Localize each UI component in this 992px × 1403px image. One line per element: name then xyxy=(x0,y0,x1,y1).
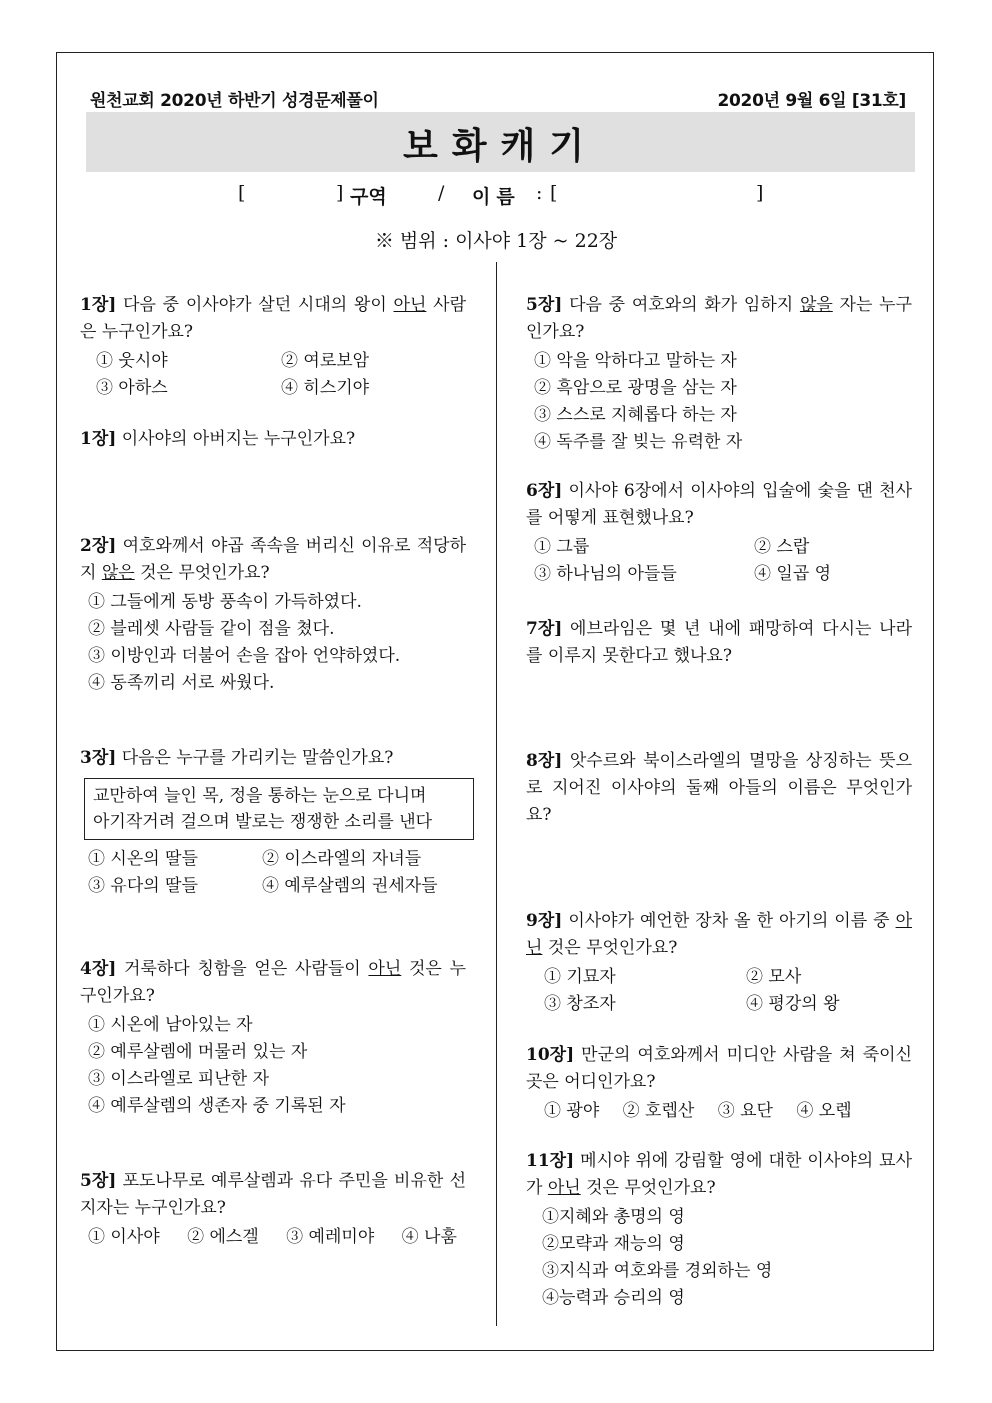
option: ③ 스스로 지혜롭다 하는 자 xyxy=(534,405,737,425)
question-l2 xyxy=(80,426,466,453)
question-emphasis: 않은 xyxy=(101,563,135,583)
option: ② 호렙산 xyxy=(622,1101,695,1121)
question-emphasis: 아닌 xyxy=(393,295,427,315)
question-number: 2장] xyxy=(80,536,117,556)
option: ① 이사야 xyxy=(88,1227,160,1247)
question-text: 메시야 위에 강림할 영에 대한 이사야의 묘사가 xyxy=(526,1151,912,1198)
option: ① 악을 악하다고 말하는 자 xyxy=(534,351,737,371)
question-l6 xyxy=(80,1168,466,1251)
option: ③ 아하스 xyxy=(96,378,168,398)
option: ④ 히스기야 xyxy=(281,378,370,398)
question-text: 에브라임은 몇 년 내에 패망하여 다시는 나라를 이루지 못한다고 했나요? xyxy=(526,619,912,666)
name-bracket-close: ] xyxy=(756,182,764,204)
separator-slash: / xyxy=(438,182,445,204)
question-text: 이사야의 아버지는 누구인가요? xyxy=(121,429,356,449)
quote-box xyxy=(84,778,474,840)
question-text: 것은 누구인가요? xyxy=(80,959,466,1006)
question-text: 이사야 6장에서 이사야의 입술에 숯을 댄 천사를 어떻게 표현했나요? xyxy=(526,481,912,528)
option: ① 시온의 딸들 xyxy=(88,849,198,869)
option: ② 흑암으로 광명을 삼는 자 xyxy=(534,378,737,398)
question-text: 것은 무엇인가요? xyxy=(580,1178,716,1198)
option: ① 광야 xyxy=(544,1101,600,1121)
scope-range: ※ 범위 : 이사야 1장 ~ 22장 xyxy=(374,230,618,252)
question-text: 거룩하다 칭함을 얻은 사람들이 xyxy=(124,959,369,979)
option: ①지혜와 총명의 영 xyxy=(542,1207,685,1227)
option: ④능력과 승리의 영 xyxy=(542,1288,685,1308)
question-number: 4장] xyxy=(80,959,117,979)
question-text: 다음 중 이사야가 살던 시대의 왕이 xyxy=(123,295,394,315)
option: ④ 독주를 잘 빚는 유력한 자 xyxy=(534,432,743,452)
question-number: 6장] xyxy=(526,481,563,501)
option: ④ 일곱 영 xyxy=(754,564,832,584)
option: ① 웃시야 xyxy=(96,351,168,371)
option: ③ 예레미야 xyxy=(286,1227,375,1247)
option: ② 예루살렘에 머물러 있는 자 xyxy=(88,1042,308,1062)
option: ②모략과 재능의 영 xyxy=(542,1234,685,1254)
question-r1 xyxy=(526,292,912,456)
question-number: 5장] xyxy=(80,1171,117,1191)
question-number: 3장] xyxy=(80,748,117,768)
question-text: 여호와께서 야곱 족속을 버리신 이유로 적당하지 xyxy=(80,536,466,583)
question-text: 것은 무엇인가요? xyxy=(542,938,678,958)
question-l3 xyxy=(80,533,466,697)
option: ② 이스라엘의 자녀들 xyxy=(262,849,422,869)
option: ② 블레셋 사람들 같이 점을 쳤다. xyxy=(88,619,335,639)
question-text: 다음 중 여호와의 화가 임하지 xyxy=(569,295,800,315)
option: ③ 창조자 xyxy=(544,994,616,1014)
question-number: 7장] xyxy=(526,619,563,639)
question-text: 만군의 여호와께서 미디안 사람을 쳐 죽이신 곳은 어디인가요? xyxy=(526,1045,912,1092)
option: ④ 평강의 왕 xyxy=(746,994,840,1014)
question-text: 것은 무엇인가요? xyxy=(134,563,270,583)
option: ③ 요단 xyxy=(717,1101,773,1121)
option: ④ 동족끼리 서로 싸웠다. xyxy=(88,673,275,693)
question-text: 사람은 누구인가요? xyxy=(80,295,466,342)
question-r2 xyxy=(526,478,912,588)
quote-line: 아기작거려 걸으며 발로는 쟁쟁한 소리를 낸다 xyxy=(93,812,433,832)
question-text: 포도나무로 예루살렘과 유다 주민을 비유한 선지자는 누구인가요? xyxy=(80,1171,466,1218)
question-text: 앗수르와 북이스라엘의 멸망을 상징하는 뜻으로 지어진 이사야의 둘째 아들의 이름은 무엇인가요? xyxy=(526,751,913,825)
name-colon: : xyxy=(536,182,543,204)
option: ④ 예루살렘의 권세자들 xyxy=(262,876,438,896)
question-text: 이사야가 예언한 장차 올 한 아기의 이름 중 xyxy=(568,911,896,931)
name-bracket-open: [ xyxy=(550,182,558,204)
option: ② 에스겔 xyxy=(187,1227,259,1247)
question-number: 11장] xyxy=(526,1151,575,1171)
question-number: 10장] xyxy=(526,1045,575,1065)
option: ④ 오렙 xyxy=(796,1101,852,1121)
district-label: 구역 xyxy=(350,186,387,208)
question-number: 5장] xyxy=(526,295,563,315)
district-bracket-close: ] xyxy=(336,182,344,204)
issue-date: 2020년 9월 6일 [31호] xyxy=(717,91,906,111)
question-l5 xyxy=(80,956,466,1120)
question-text: 다음은 누구를 가리키는 말씀인가요? xyxy=(121,748,394,768)
option: ④ 나훔 xyxy=(401,1227,457,1247)
option: ③지식과 여호와를 경외하는 영 xyxy=(542,1261,773,1281)
question-l1 xyxy=(80,292,466,402)
option: ② 여로보암 xyxy=(281,351,370,371)
quote-line: 교만하여 늘인 목, 정을 통하는 눈으로 다니며 xyxy=(93,786,427,806)
question-r7 xyxy=(526,1148,912,1312)
option: ① 그들에게 동방 풍속이 가득하였다. xyxy=(88,592,362,612)
question-emphasis: 않을 xyxy=(799,295,833,315)
question-r3 xyxy=(526,616,912,670)
question-number: 1장] xyxy=(80,295,117,315)
option: ① 그룹 xyxy=(534,537,590,557)
option: ① 시온에 남아있는 자 xyxy=(88,1015,253,1035)
church-title: 원천교회 2020년 하반기 성경문제풀이 xyxy=(90,91,379,111)
option: ③ 이스라엘로 피난한 자 xyxy=(88,1069,270,1089)
district-bracket-open: [ xyxy=(238,182,246,204)
name-entry-line xyxy=(0,182,992,212)
question-l4 xyxy=(80,745,480,900)
question-r4 xyxy=(526,748,912,829)
column-divider xyxy=(496,262,497,1326)
name-label: 이름 xyxy=(472,186,521,208)
question-emphasis: 아닌 xyxy=(526,911,913,958)
question-number: 1장] xyxy=(80,429,117,449)
question-text: 자는 누구인가요? xyxy=(526,295,913,342)
question-number: 9장] xyxy=(526,911,563,931)
question-emphasis: 아닌 xyxy=(547,1178,581,1198)
option: ③ 하나님의 아들들 xyxy=(534,564,677,584)
option: ④ 예루살렘의 생존자 중 기록된 자 xyxy=(88,1096,346,1116)
question-emphasis: 아닌 xyxy=(368,959,402,979)
question-number: 8장] xyxy=(526,751,563,771)
option: ② 스랍 xyxy=(754,537,810,557)
option: ② 모사 xyxy=(746,967,802,987)
option: ③ 이방인과 더불어 손을 잡아 언약하였다. xyxy=(88,646,401,666)
page-title: 보화캐기 xyxy=(402,126,599,167)
title-banner xyxy=(86,112,915,172)
question-r5 xyxy=(526,908,912,1018)
option: ③ 유다의 딸들 xyxy=(88,876,198,896)
question-r6 xyxy=(526,1042,912,1125)
option: ① 기묘자 xyxy=(544,967,616,987)
